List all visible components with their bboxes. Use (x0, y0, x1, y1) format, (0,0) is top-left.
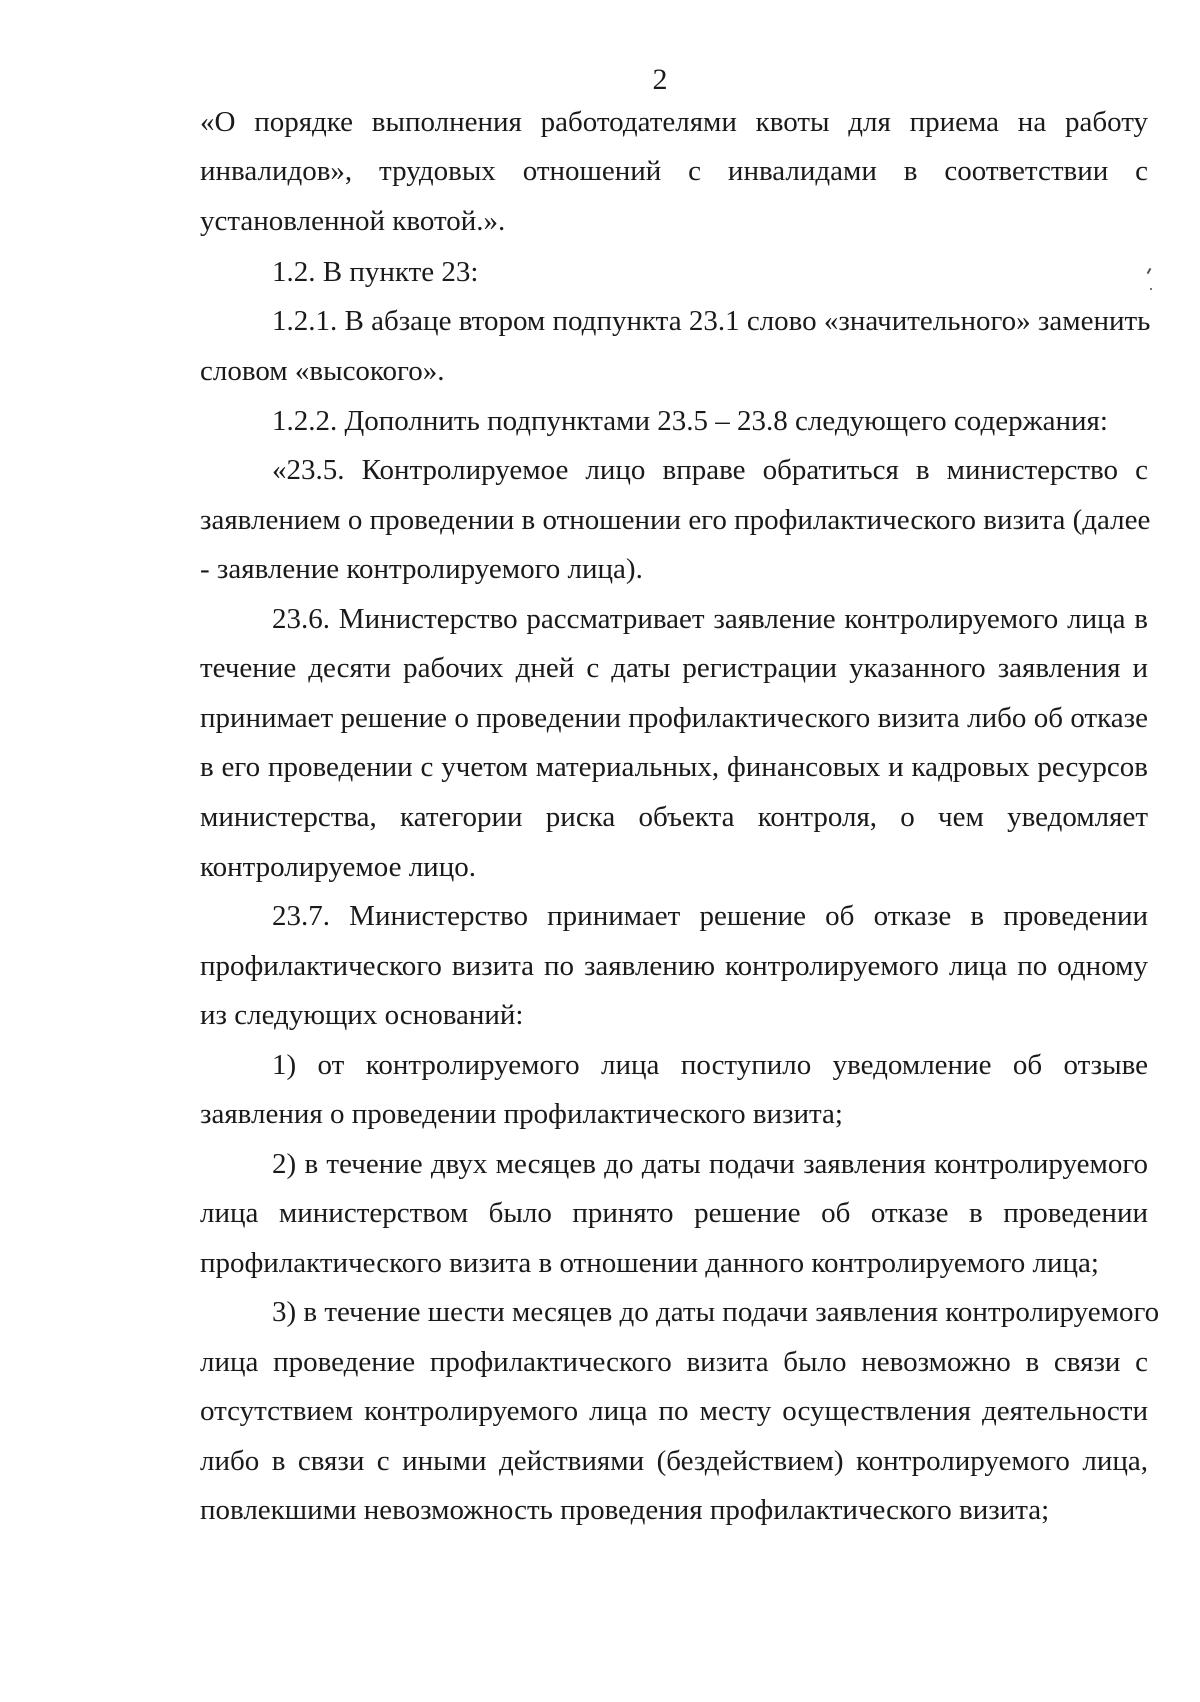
text-line: лица проведение профилактического визита было невозможно в связи с (200, 1346, 1148, 1378)
text-line: словом «высокого». (200, 355, 445, 387)
text-line: 23.6. Министерство рассматривает заявление контролируемого лица в (272, 603, 1148, 635)
text-line: 23.7. Министерство принимает решение об отказе в проведении (272, 900, 1148, 932)
text-line: 1.2.1. В абзаце втором подпункта 23.1 слово «значительного» заменить (272, 305, 1151, 337)
text-line: профилактического визита по заявлению контролируемого лица по одному (200, 950, 1148, 982)
text-line: 1.2. В пункте 23: (272, 256, 479, 288)
text-line: установленной квотой.». (200, 205, 506, 237)
text-line: 2) в течение двух месяцев до даты подачи заявления контролируемого (272, 1148, 1148, 1180)
text-line: течение десяти рабочих дней с даты регистрации указанного заявления и (200, 652, 1148, 684)
text-line: повлекшими невозможность проведения профилактического визита; (200, 1494, 1050, 1526)
text-line: «23.5. Контролируемое лицо вправе обратиться в министерство с (272, 454, 1148, 486)
text-line: из следующих оснований: (200, 999, 524, 1031)
text-line: 1) от контролируемого лица поступило уведомление об отзыве (272, 1049, 1148, 1081)
scan-speck (1150, 288, 1152, 290)
text-line: принимает решение о проведении профилактического визита либо об отказе (200, 702, 1148, 734)
text-line: отсутствием контролируемого лица по месту осуществления деятельности (200, 1395, 1148, 1427)
text-line: либо в связи с иными действиями (бездействием) контролируемого лица, (200, 1445, 1148, 1477)
text-line: инвалидов», трудовых отношений с инвалидами в соответствии с (200, 155, 1148, 187)
text-line: профилактического визита в отношении данного контролируемого лица; (200, 1247, 1099, 1279)
text-line: «О порядке выполнения работодателями квоты для приема на работу (200, 106, 1148, 138)
text-line: заявлением о проведении в отношении его профилактического визита (далее (200, 504, 1151, 536)
text-line: министерства, категории риска объекта контроля, о чем уведомляет (200, 801, 1148, 833)
scan-speck (1147, 268, 1152, 274)
text-line: в его проведении с учетом материальных, финансовых и кадровых ресурсов (200, 751, 1148, 783)
text-line: заявления о проведении профилактического визита; (200, 1098, 843, 1130)
text-line: - заявление контролируемого лица). (200, 553, 643, 585)
text-line: 1.2.2. Дополнить подпунктами 23.5 – 23.8 следующего содержания: (272, 405, 1108, 437)
text-line: контролируемое лицо. (200, 851, 476, 883)
page-number: 2 (652, 63, 668, 96)
text-line: 3) в течение шести месяцев до даты подачи заявления контролируемого (272, 1296, 1160, 1328)
text-line: лица министерством было принято решение об отказе в проведении (200, 1197, 1148, 1229)
